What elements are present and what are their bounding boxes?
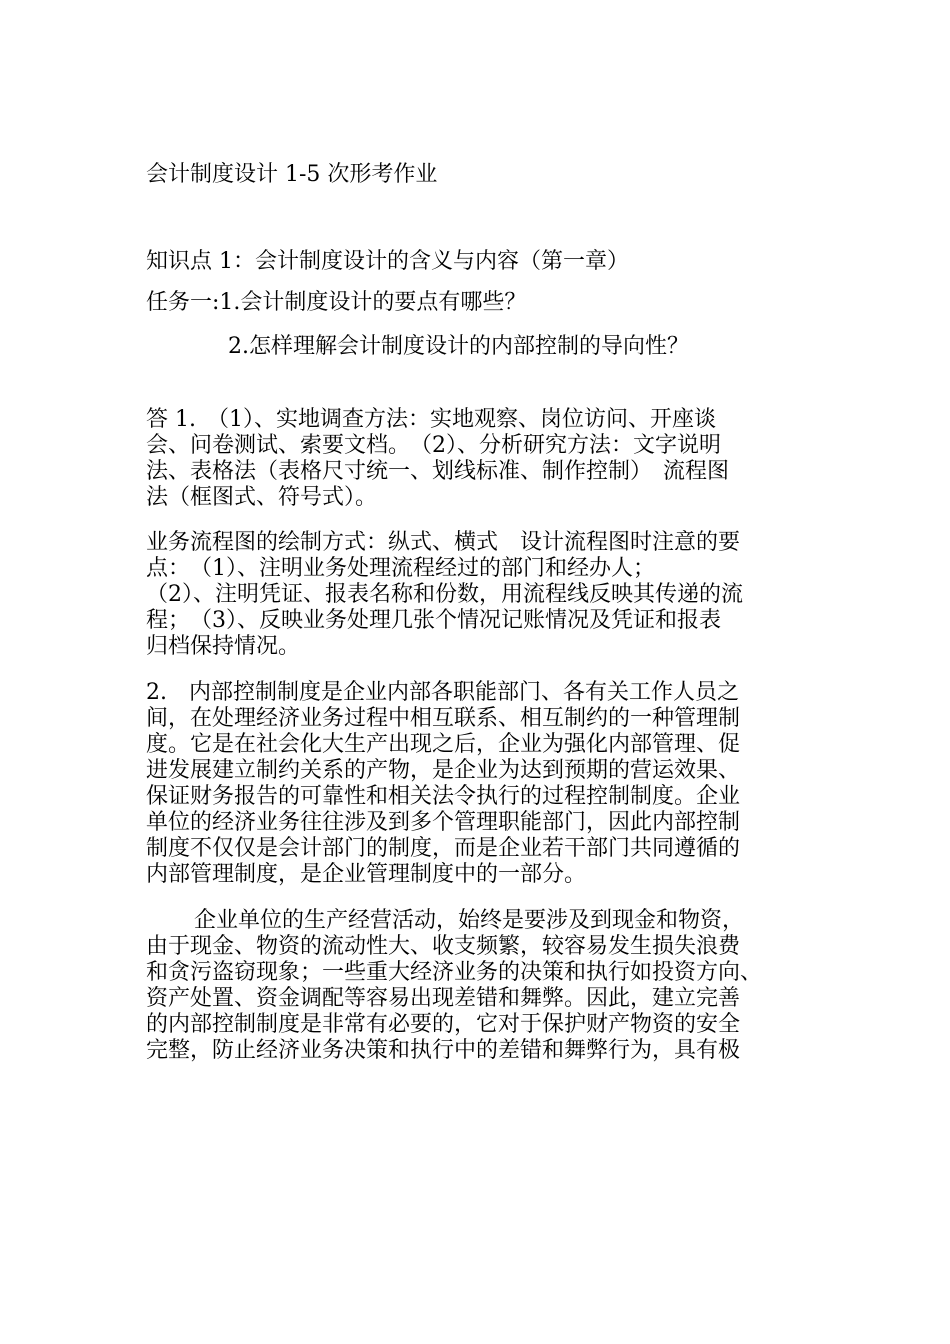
task-question-2: 2.怎样理解会计制度设计的内部控制的导向性？ bbox=[228, 334, 689, 359]
knowledge-point-heading: 知识点 1：会计制度设计的含义与内容（第一章） bbox=[146, 249, 629, 274]
flowchart-line: 归档保持情况。 bbox=[146, 634, 301, 659]
final-paragraph-line: 完整，防止经济业务决策和执行中的差错和舞弊行为，具有极 bbox=[146, 1038, 741, 1063]
answer2-line: 进发展建立制约关系的产物，是企业为达到预期的营运效果、 bbox=[146, 758, 741, 783]
final-paragraph-line: 资产处置、资金调配等容易出现差错和舞弊。因此，建立完善 bbox=[146, 986, 741, 1011]
task-question-1: 任务一:1.会计制度设计的要点有哪些？ bbox=[146, 290, 527, 315]
final-paragraph-line: 由于现金、物资的流动性大、收支频繁，较容易发生损失浪费 bbox=[146, 934, 741, 959]
answer2-line: 2. 内部控制制度是企业内部各职能部门、各有关工作人员之 bbox=[146, 680, 739, 705]
flowchart-line: 业务流程图的绘制方式：纵式、横式 设计流程图时注意的要 bbox=[146, 530, 741, 555]
final-paragraph-line: 和贪污盗窃现象；一些重大经济业务的决策和执行如投资方向、 bbox=[146, 960, 763, 985]
final-paragraph-line: 企业单位的生产经营活动，始终是要涉及到现金和物资， bbox=[194, 908, 745, 933]
answer1-line: 法、表格法（表格尺寸统一、划线标准、制作控制） 流程图 bbox=[146, 459, 730, 484]
answer2-line: 间，在处理经济业务过程中相互联系、相互制约的一种管理制 bbox=[146, 706, 741, 731]
answer2-line: 度。它是在社会化大生产出现之后，企业为强化内部管理、促 bbox=[146, 732, 741, 757]
answer2-line: 保证财务报告的可靠性和相关法令执行的过程控制制度。企业 bbox=[146, 784, 741, 809]
flowchart-line: 点： （1）、注明业务处理流程经过的部门和经办人； bbox=[146, 556, 655, 581]
answer2-line: 内部管理制度，是企业管理制度中的一部分。 bbox=[146, 862, 587, 887]
answer2-line: 制度不仅仅是会计部门的制度，而是企业若干部门共同遵循的 bbox=[146, 836, 741, 861]
answer2-line: 单位的经济业务往往涉及到多个管理职能部门，因此内部控制 bbox=[146, 810, 741, 835]
answer1-line: 答 1. （1）、实地调查方法：实地观察、岗位访问、开座谈 bbox=[146, 407, 716, 432]
answer1-line: 法（框图式、符号式）。 bbox=[146, 485, 378, 510]
document-title: 会计制度设计 1-5 次形考作业 bbox=[146, 162, 438, 187]
flowchart-line: （2）、注明凭证、报表名称和份数，用流程线反映其传递的流 bbox=[146, 582, 743, 607]
final-paragraph-line: 的内部控制制度是非常有必要的，它对于保护财产物资的安全 bbox=[146, 1012, 741, 1037]
answer1-line: 会、问卷测试、索要文档。 （2）、分析研究方法：文字说明 bbox=[146, 433, 721, 458]
flowchart-line: 程； （3）、反映业务处理几张个情况记账情况及凭证和报表 bbox=[146, 608, 721, 633]
